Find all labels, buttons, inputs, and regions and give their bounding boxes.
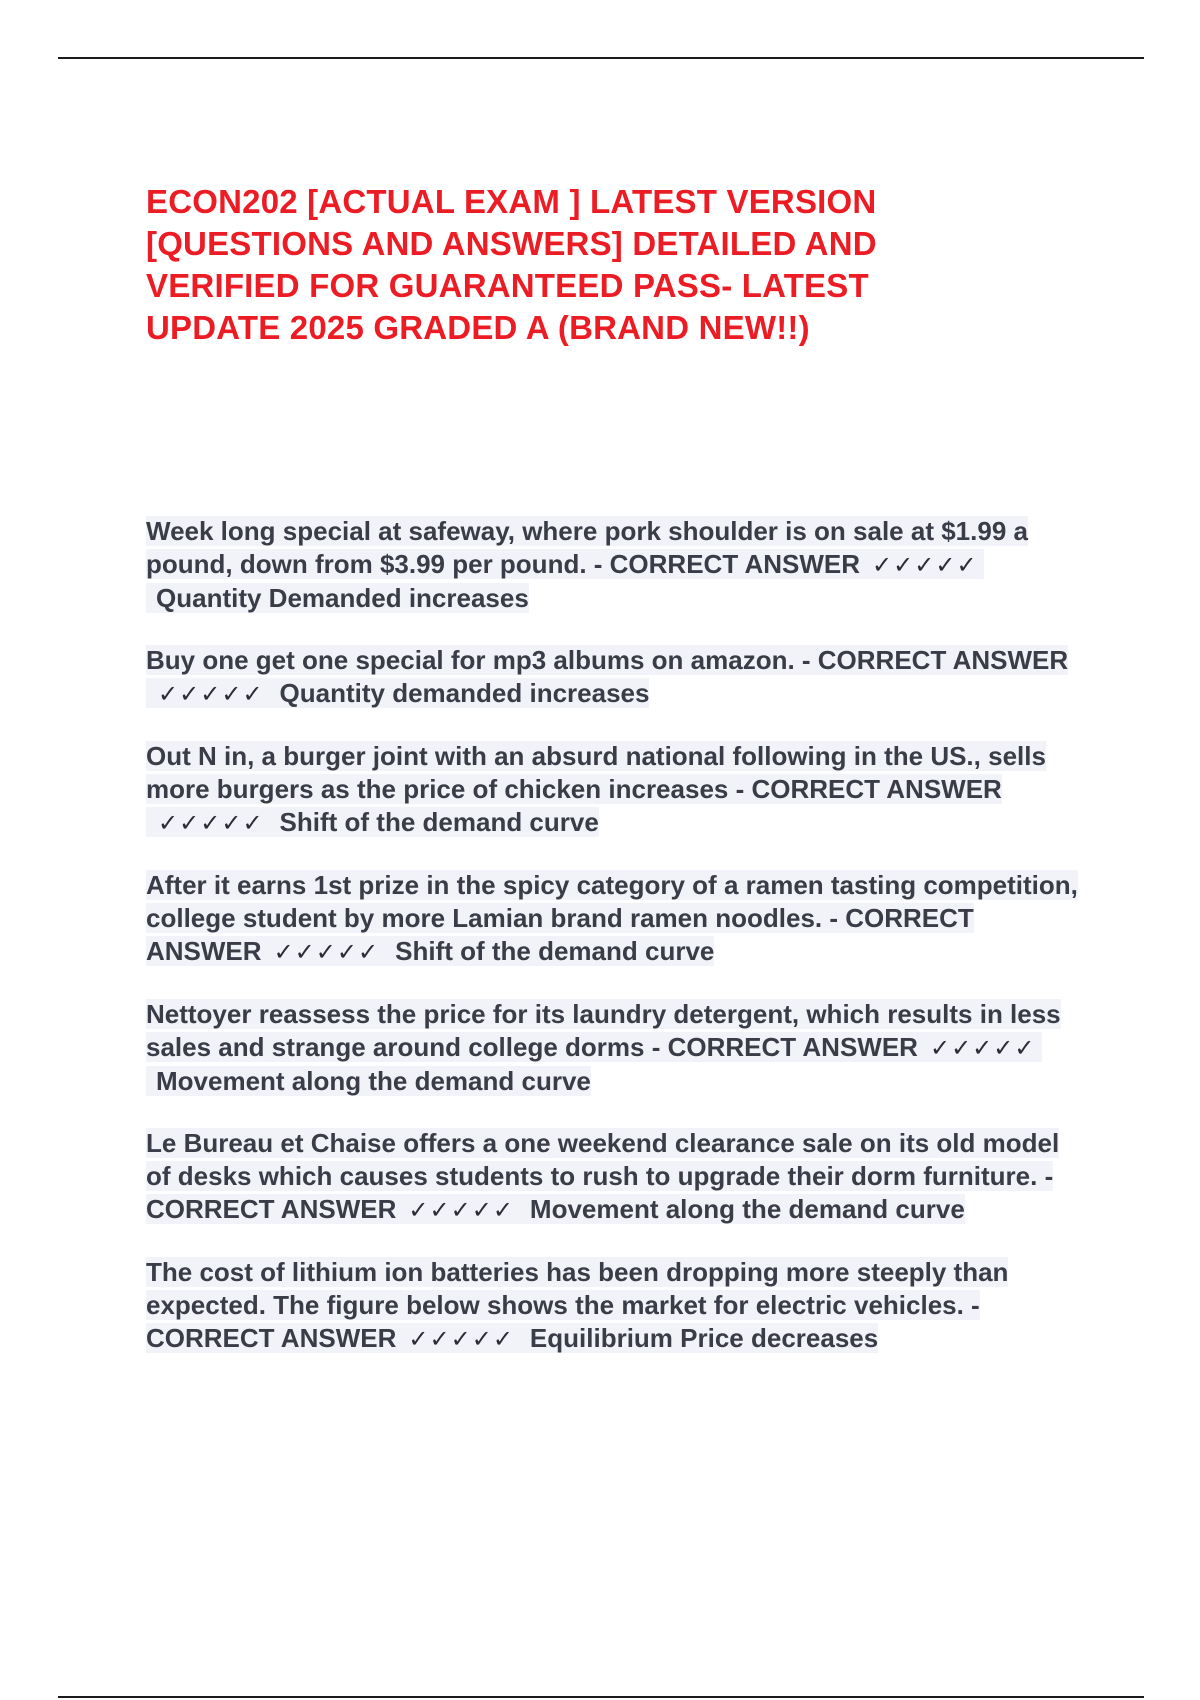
qa-item xyxy=(146,740,1086,840)
answer-text: Equilibrium Price decreases xyxy=(529,1323,879,1353)
answer-text: Quantity demanded increases xyxy=(279,678,650,708)
checkmarks-icon: ✓✓✓✓✓ xyxy=(408,1325,514,1353)
checkmarks-icon: ✓✓✓✓✓ xyxy=(408,1196,514,1224)
checkmarks-icon: ✓✓✓✓✓ xyxy=(872,551,978,579)
answer-text: Movement along the demand curve xyxy=(156,1066,591,1096)
answer-text: Shift of the demand curve xyxy=(395,936,715,966)
question-text: Week long special at safeway, where pork shoulder is on sale at $1.99 a pound, down from $3.99 per pound. - CORRECT ANSWER xyxy=(146,516,1028,579)
answer-text: Movement along the demand curve xyxy=(529,1194,965,1224)
qa-item xyxy=(146,644,1086,711)
checkmarks-icon: ✓✓✓✓✓ xyxy=(273,938,380,966)
question-text: Le Bureau et Chaise offers a one weekend clearance sale on its old model of desks which causes students to rush to upgrade their dorm furniture. - CORRECT ANSWER xyxy=(146,1128,1060,1224)
document-title: ECON202 [ACTUAL EXAM ] LATEST VERSION [QUESTIONS AND ANSWERS] DETAILED AND VERIFIED FOR GUARANTEED PASS- LATEST UPDATE 2025 GRADED A (BRAND NEW!!) xyxy=(146,183,877,346)
qa-item xyxy=(146,1256,1086,1356)
question-text: Nettoyer reassess the price for its laundry detergent, which results in less sales and strange around college dorms - CORRECT ANSWER xyxy=(146,999,1061,1062)
qa-item xyxy=(146,998,1086,1098)
question-text: Buy one get one special for mp3 albums on amazon. - CORRECT ANSWER xyxy=(146,645,1069,675)
answer-text: Quantity Demanded increases xyxy=(156,583,529,613)
bottom-rule xyxy=(58,1696,1144,1698)
checkmarks-icon: ✓✓✓✓✓ xyxy=(158,809,264,837)
question-text: The cost of lithium ion batteries has been dropping more steeply than expected. The figure below shows the market for electric vehicles. - CORRECT ANSWER xyxy=(146,1257,1009,1353)
answer-text: Shift of the demand curve xyxy=(279,807,599,837)
top-rule xyxy=(58,57,1144,59)
checkmarks-icon: ✓✓✓✓✓ xyxy=(929,1034,1036,1062)
question-text: After it earns 1st prize in the spicy category of a ramen tasting competition, college student by more Lamian brand ramen noodles. - CORRECT ANSWER xyxy=(146,870,1078,966)
qa-item xyxy=(146,515,1086,615)
qa-item xyxy=(146,1127,1086,1227)
qa-list xyxy=(146,515,1086,1385)
question-text: Out N in, a burger joint with an absurd national following in the US., sells more burgers as the price of chicken increases - CORRECT ANSWER xyxy=(146,741,1046,804)
qa-item xyxy=(146,869,1086,969)
checkmarks-icon: ✓✓✓✓✓ xyxy=(158,680,264,708)
